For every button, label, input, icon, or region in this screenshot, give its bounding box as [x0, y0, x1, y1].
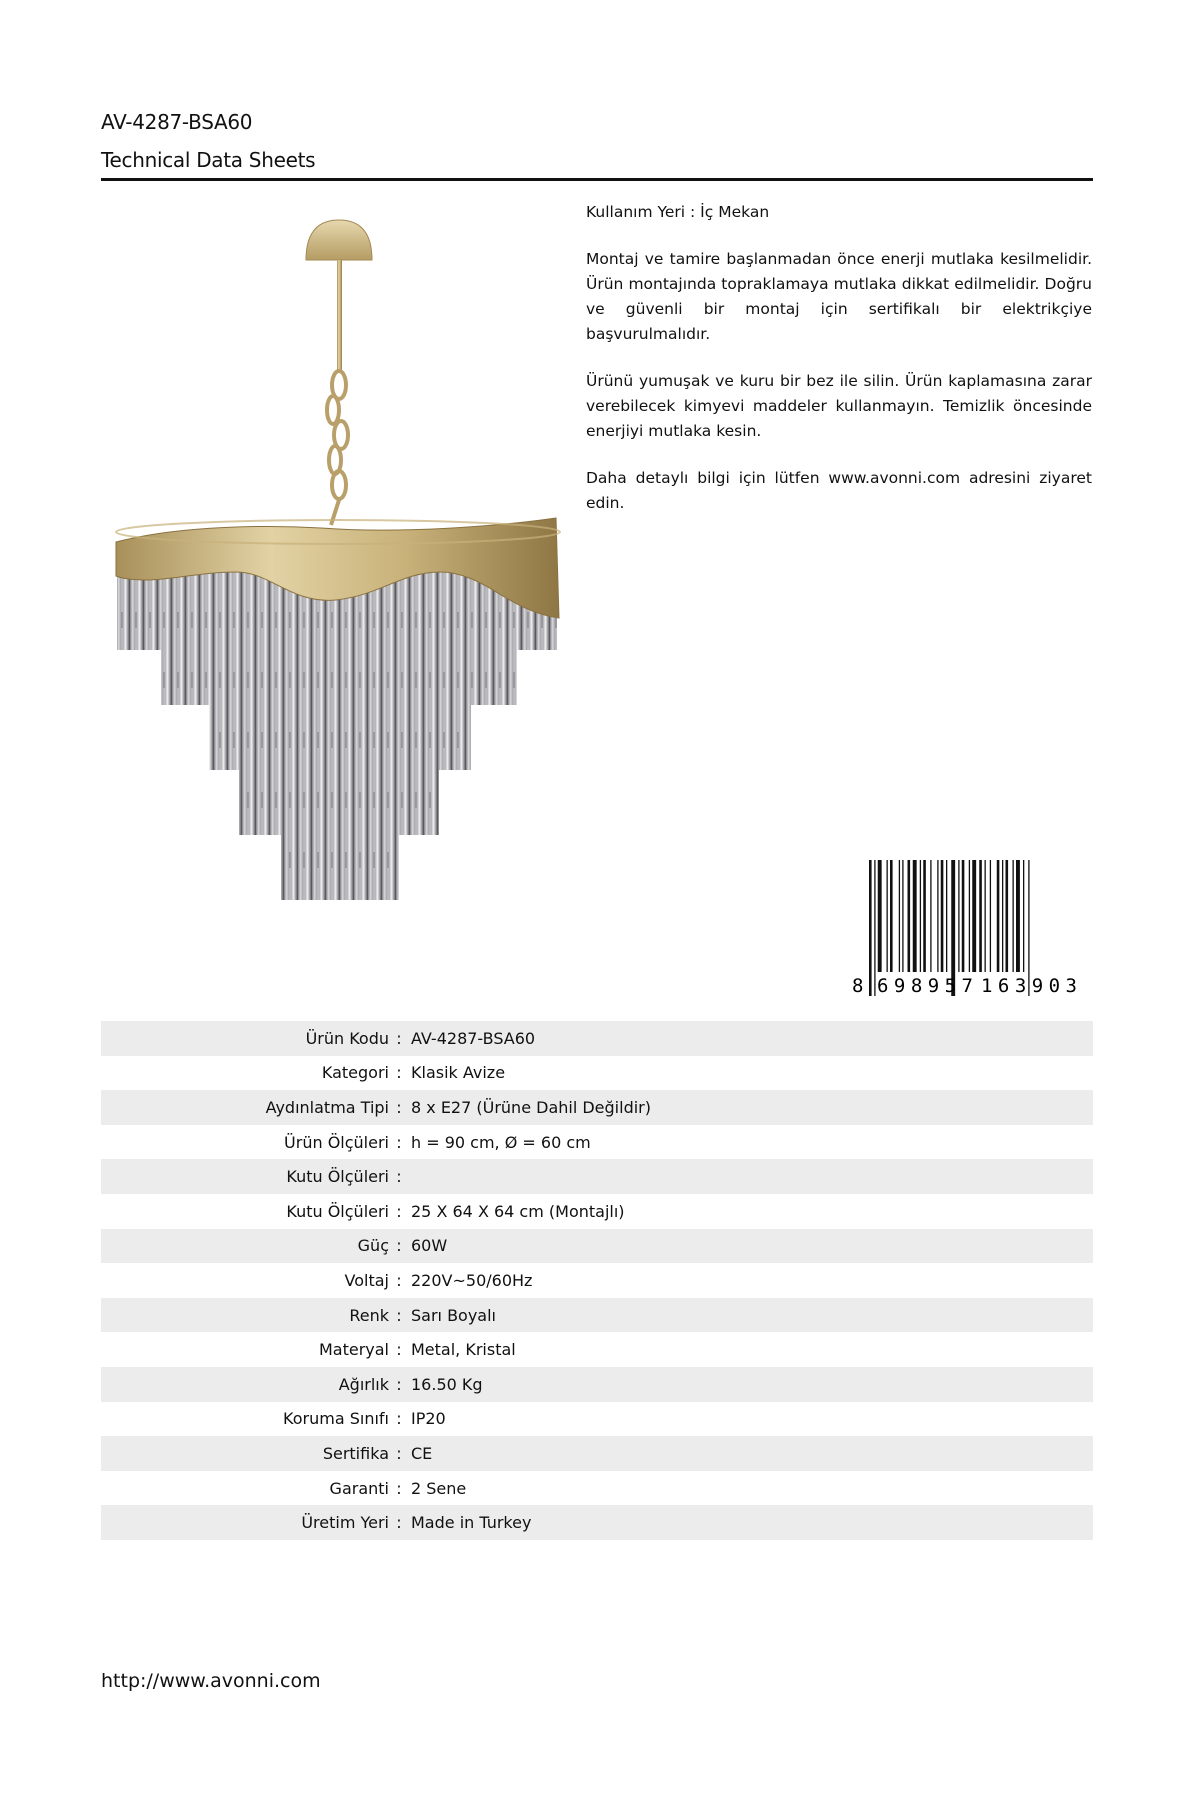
spec-label: Voltaj: [344, 1270, 389, 1290]
spec-label: Kutu Ölçüleri: [286, 1167, 389, 1187]
spec-label: Aydınlatma Tipi: [265, 1097, 389, 1117]
document-subtitle: Technical Data Sheets: [101, 148, 316, 172]
spec-label: Güç: [357, 1236, 389, 1256]
spec-separator: :: [396, 1028, 402, 1048]
spec-row: [101, 1402, 1093, 1437]
usage-text: Kullanım Yeri : İç Mekan: [586, 203, 770, 221]
spec-label: Renk: [349, 1305, 389, 1325]
spec-row: [101, 1505, 1093, 1540]
spec-table: [101, 1021, 1093, 1540]
spec-separator: :: [396, 1236, 402, 1256]
spec-label: Materyal: [318, 1340, 389, 1360]
spec-value: Sarı Boyalı: [411, 1305, 496, 1325]
spec-row: [101, 1471, 1093, 1506]
spec-value: 60W: [411, 1236, 448, 1256]
spec-value: Made in Turkey: [411, 1513, 532, 1533]
spec-separator: :: [396, 1340, 402, 1360]
spec-row: [101, 1159, 1093, 1194]
spec-label: Garanti: [329, 1478, 389, 1498]
spec-row: [101, 1263, 1093, 1298]
spec-value: CE: [411, 1443, 433, 1463]
spec-value: 25 X 64 X 64 cm (Montajlı): [411, 1201, 625, 1221]
spec-label: Ürün Kodu: [305, 1028, 389, 1048]
spec-separator: :: [396, 1201, 402, 1221]
spec-row: [101, 1125, 1093, 1160]
spec-separator: :: [396, 1063, 402, 1083]
spec-separator: :: [396, 1374, 402, 1394]
spec-row: [101, 1332, 1093, 1367]
spec-label: Kutu Ölçüleri: [286, 1201, 389, 1221]
spec-label: Ağırlık: [338, 1374, 389, 1394]
ceiling-canopy: [306, 220, 372, 260]
spec-separator: :: [396, 1478, 402, 1498]
spec-separator: :: [396, 1270, 402, 1290]
spec-separator: :: [396, 1305, 402, 1325]
barcode-left-digits: 698957: [877, 975, 973, 997]
spec-row: [101, 1021, 1093, 1056]
chandelier-image: [101, 200, 571, 940]
spec-separator: :: [396, 1443, 402, 1463]
product-code-title: AV-4287-BSA60: [101, 110, 253, 134]
barcode-right-digits: 163903: [981, 975, 1077, 997]
spec-label: Kategori: [321, 1063, 389, 1083]
spec-label: Sertifika: [322, 1443, 389, 1463]
spec-separator: :: [396, 1097, 402, 1117]
spec-value: Metal, Kristal: [411, 1340, 516, 1360]
spec-row: [101, 1090, 1093, 1125]
spec-value: h = 90 cm, Ø = 60 cm: [411, 1132, 591, 1152]
suspension-chain: [327, 371, 348, 525]
spec-value: 220V~50/60Hz: [411, 1270, 533, 1290]
spec-row: [101, 1436, 1093, 1471]
barcode: [851, 860, 1091, 1000]
barcode-first-digit: 8: [852, 975, 864, 997]
spec-value: 2 Sene: [411, 1478, 467, 1498]
spec-row: [101, 1194, 1093, 1229]
spec-value: 16.50 Kg: [411, 1374, 483, 1394]
spec-value: IP20: [411, 1409, 446, 1429]
spec-label: Ürün Ölçüleri: [284, 1132, 389, 1152]
spec-value: Klasik Avize: [411, 1063, 506, 1083]
spec-row: [101, 1367, 1093, 1402]
info-panel: [586, 200, 1092, 538]
safety-paragraph: Montaj ve tamire başlanmadan önce enerji mutlaka kesilmelidir. Ürün montajında topraklamaya mutlaka dikkat edilmelidir. Doğru ve güvenli bir montaj için sertifikalı bir elektrikçiye başvurulmalıdır.: [586, 250, 1092, 343]
spec-label: Üretim Yeri: [301, 1513, 389, 1533]
spec-value: 8 x E27 (Ürüne Dahil Değildir): [411, 1097, 651, 1117]
spec-row: [101, 1229, 1093, 1264]
cleaning-paragraph: Ürünü yumuşak ve kuru bir bez ile silin. Ürün kaplamasına zarar verebilecek kimyevi maddeler kullanmayın. Temizlik öncesinde enerjiyi mutlaka kesin.: [586, 372, 1092, 440]
spec-label: Koruma Sınıfı: [283, 1409, 389, 1429]
spec-row: [101, 1298, 1093, 1333]
spec-separator: :: [396, 1513, 402, 1533]
footer-url[interactable]: http://www.avonni.com: [101, 1670, 321, 1692]
spec-row: [101, 1056, 1093, 1091]
suspension-rod: [337, 260, 342, 370]
spec-separator: :: [396, 1132, 402, 1152]
spec-value: AV-4287-BSA60: [411, 1028, 536, 1048]
spec-separator: :: [396, 1167, 402, 1187]
header-divider: [101, 178, 1093, 181]
spec-separator: :: [396, 1409, 402, 1429]
website-paragraph: Daha detaylı bilgi için lütfen www.avonni.com adresini ziyaret edin.: [586, 469, 1092, 512]
